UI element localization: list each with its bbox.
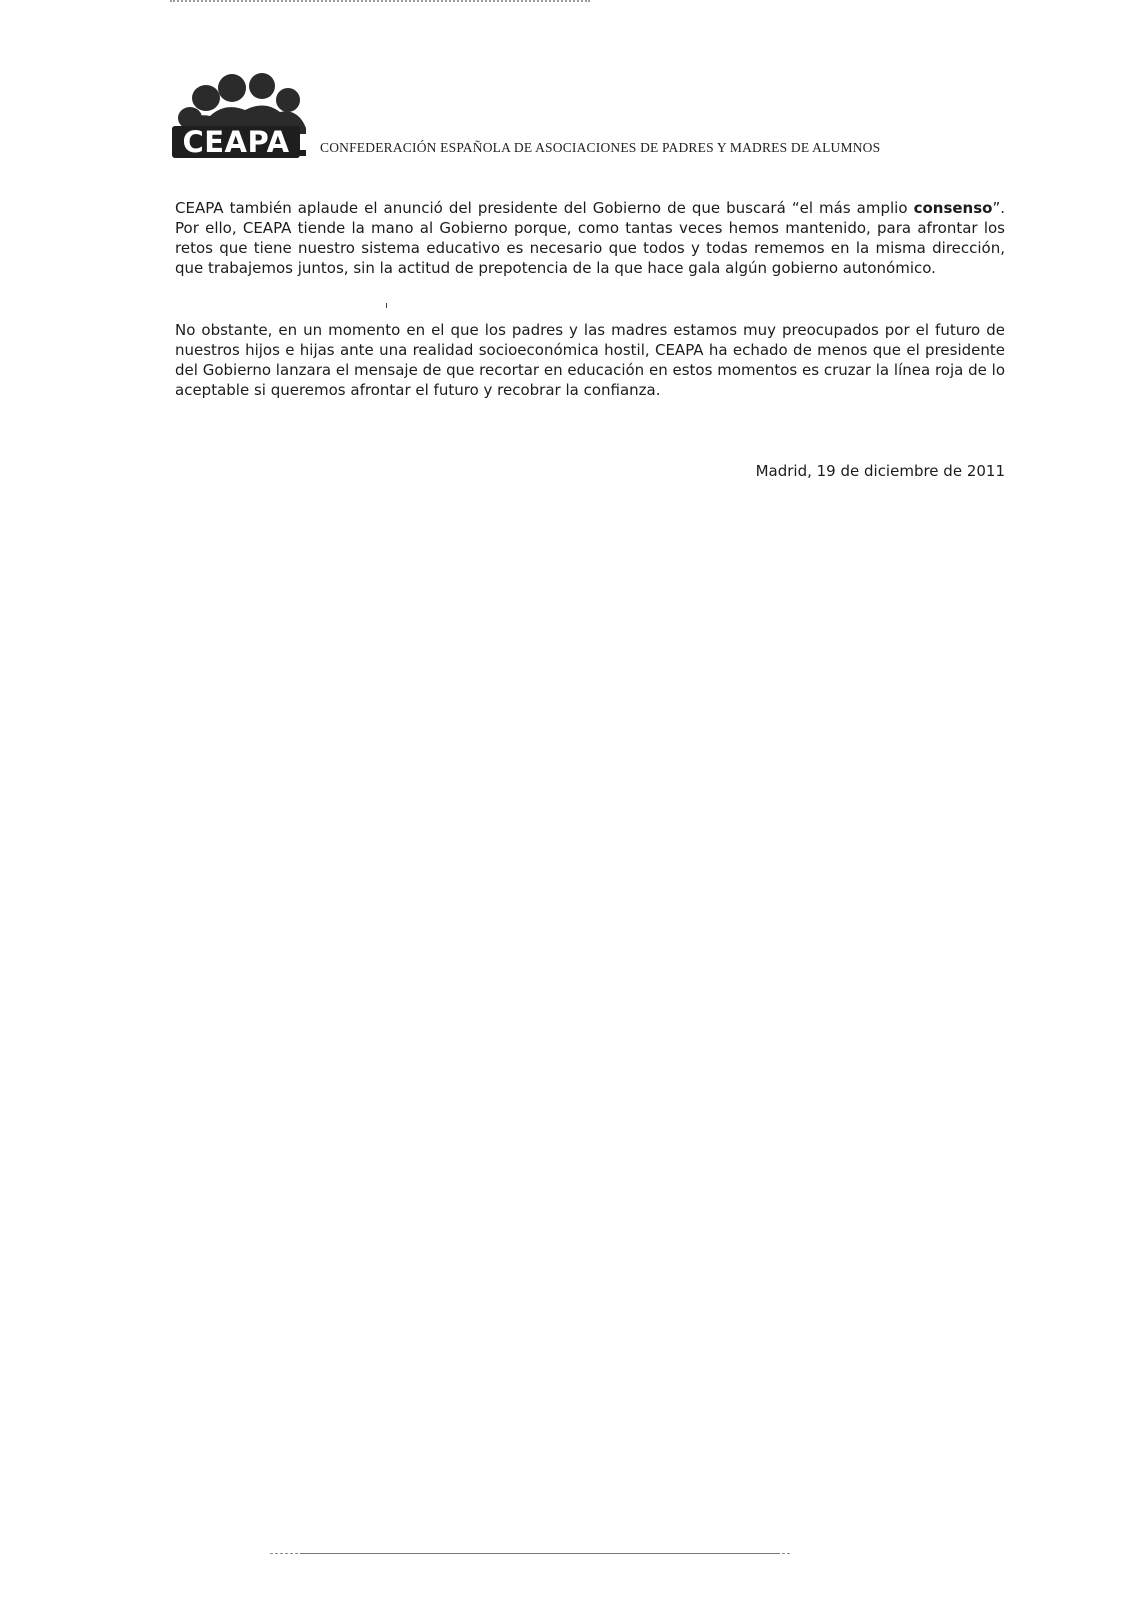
scan-mark — [386, 303, 387, 308]
paragraph-1-bold-term: consenso — [913, 199, 993, 217]
paragraph-1-rest: ”. Por ello, CEAPA tiende la mano al Gobierno porque, como tantas veces hemos mantenido, para afrontar los retos que tiene nuestro sistema educativo es necesario que todos y todas rememos en la misma dirección, que trabajemos juntos, sin la actitud de prepotencia de la que hace gala algún gobierno autonómico. — [175, 199, 1005, 277]
dateline: Madrid, 19 de diciembre de 2011 — [755, 462, 1005, 480]
scan-artifact-top — [170, 0, 590, 6]
ceapa-logo — [170, 72, 315, 162]
paragraph-2: No obstante, en un momento en el que los padres y las madres estamos muy preocupados por el futuro de nuestros hijos e hijas ante una realidad socioeconómica hostil, CEAPA ha echado de menos que el presidente del Gobierno lanzara el mensaje de que recortar en educación en estos momentos es cruzar la línea roja de lo aceptable si queremos afrontar el futuro y recobrar la confianza. — [175, 321, 1005, 399]
paragraph-1-lead: CEAPA también aplaude el anunció del presidente del Gobierno de que buscará “el más amplio — [175, 199, 914, 217]
paragraph-1 — [175, 198, 1005, 278]
footer-rule — [300, 1553, 780, 1554]
logo-wordmark: CEAPA — [182, 125, 290, 159]
organization-name: CONFEDERACIÓN ESPAÑOLA DE ASOCIACIONES DE PADRES Y MADRES DE ALUMNOS — [320, 140, 881, 155]
letterhead — [170, 72, 990, 164]
